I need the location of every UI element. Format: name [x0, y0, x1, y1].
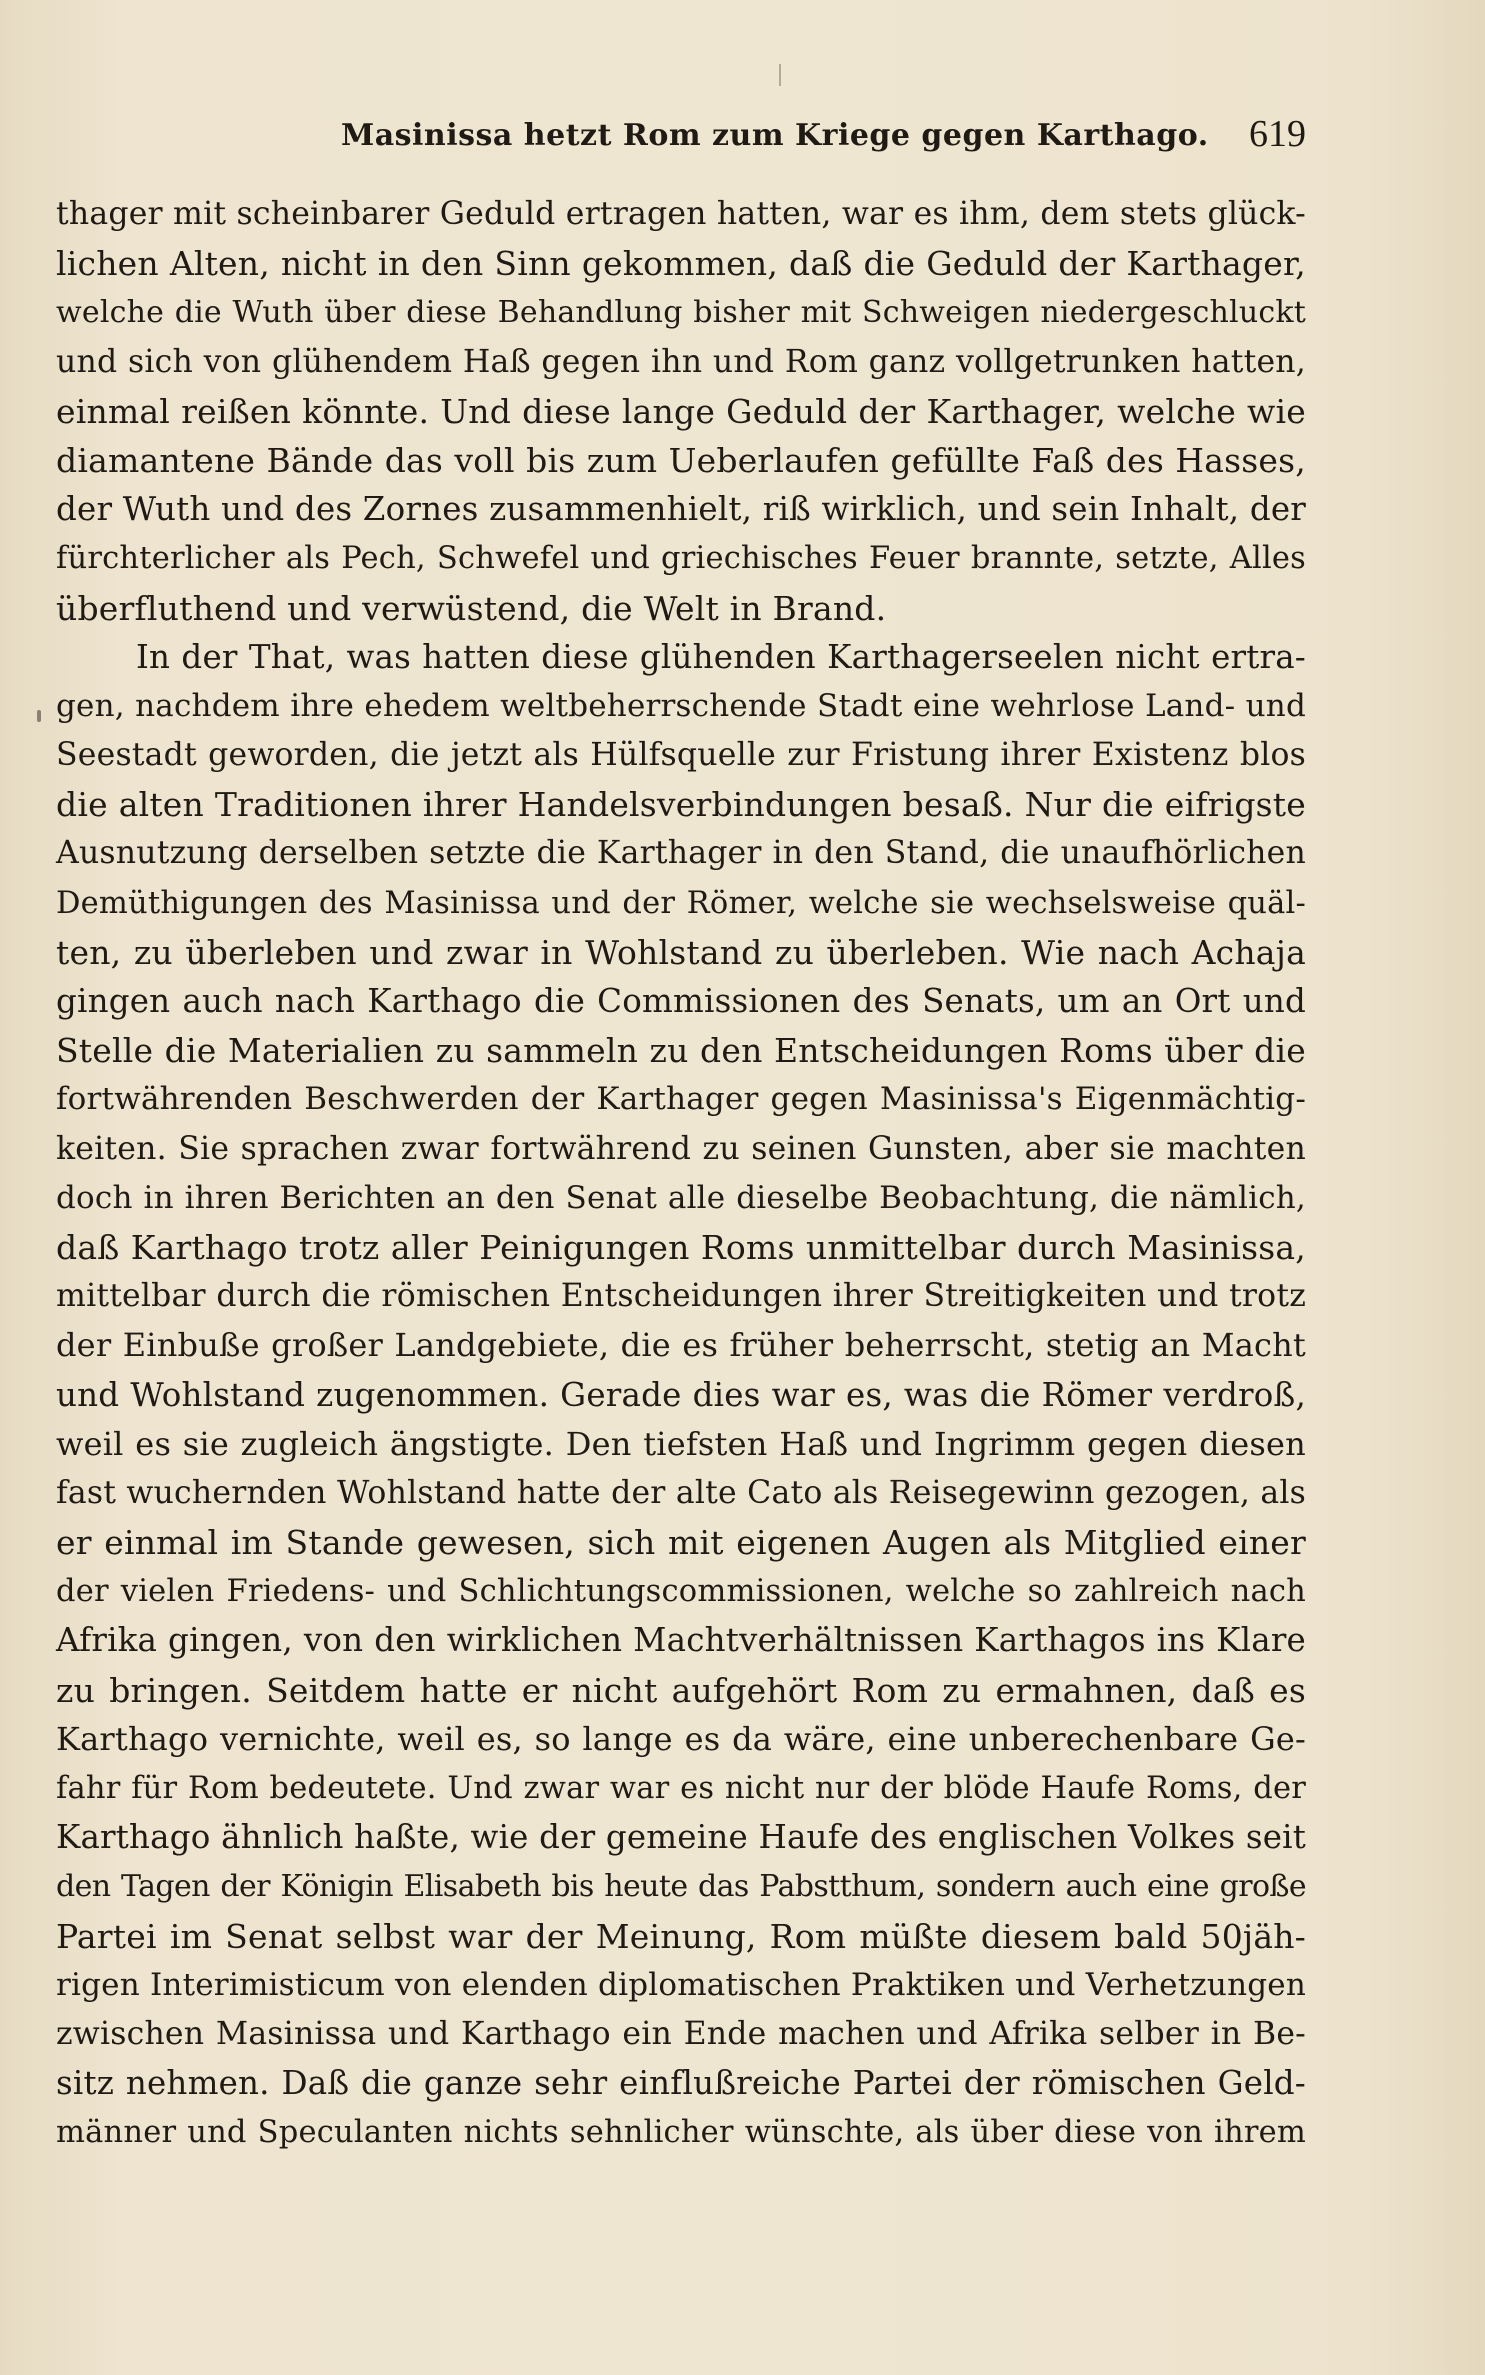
text-line: fast wuchernden Wohlstand hatte der alte Cato als Reisegewinn gezogen, als: [56, 1474, 1306, 1511]
text-line: daß Karthago trotz aller Peinigungen Roms unmittelbar durch Masinissa,: [56, 1227, 1306, 1267]
text-line: weil es sie zugleich ängstigte. Den tiefsten Haß und Ingrimm gegen diesen: [56, 1424, 1306, 1463]
text-line: rigen Interimisticum von elenden diplomatischen Praktiken und Verhetzungen: [56, 1966, 1306, 2003]
text-line: Karthago ähnlich haßte, wie der gemeine Haufe des englischen Volkes seit: [56, 1818, 1306, 1857]
page-header: [56, 112, 1306, 162]
text-line: der Einbuße großer Landgebiete, die es früher beherrscht, stetig an Macht: [56, 1326, 1306, 1365]
text-line: gingen auch nach Karthago die Commissionen des Senats, um an Ort und: [56, 982, 1306, 1020]
text-line: den Tagen der Königin Elisabeth bis heute das Pabstthum, sondern auch eine große: [56, 1869, 1306, 1905]
text-line: zu bringen. Seitdem hatte er nicht aufgehört Rom zu ermahnen, daß es: [56, 1670, 1306, 1710]
text-line: lichen Alten, nicht in den Sinn gekommen, daß die Geduld der Karthager,: [56, 244, 1306, 284]
text-line: Karthago vernichte, weil es, so lange es da wäre, eine unberechenbare Ge-: [56, 1719, 1306, 1758]
gutter-mark: [779, 64, 781, 86]
body-text: [56, 190, 1306, 2158]
text-line: Ausnutzung derselben setzte die Karthager in den Stand, die unaufhörlichen: [56, 835, 1306, 872]
running-title: Masinissa hetzt Rom zum Kriege gegen Karthago.: [341, 118, 1209, 153]
text-line: fürchterlicher als Pech, Schwefel und griechisches Feuer brannte, setzte, Alles: [56, 541, 1306, 577]
text-line: und sich von glühendem Haß gegen ihn und Rom ganz vollgetrunken hatten,: [56, 343, 1306, 380]
text-line: der vielen Friedens- und Schlichtungscommissionen, welche so zahlreich nach: [56, 1574, 1306, 1610]
text-line: überfluthend und verwüstend, die Welt in Brand.: [56, 588, 887, 628]
text-line: fahr für Rom bedeutete. Und zwar war es nicht nur der blöde Haufe Roms, der: [56, 1771, 1306, 1806]
text-line: die alten Traditionen ihrer Handelsverbindungen besaß. Nur die eifrigste: [56, 785, 1306, 825]
text-line: Seestadt geworden, die jetzt als Hülfsquelle zur Fristung ihrer Existenz blos: [56, 737, 1306, 774]
text-line: er einmal im Stande gewesen, sich mit eigenen Augen als Mitglied einer: [56, 1523, 1306, 1563]
text-line: Demüthigungen des Masinissa und der Römer, welche sie wechselsweise quäl-: [56, 885, 1306, 921]
text-line: männer und Speculanten nichts sehnlicher wünschte, als über diese von ihrem: [56, 2115, 1306, 2151]
text-line: welche die Wuth über diese Behandlung bisher mit Schweigen niedergeschluckt: [56, 295, 1306, 331]
text-line: der Wuth und des Zornes zusammenhielt, riß wirklich, und sein Inhalt, der: [56, 490, 1306, 529]
text-line: In der That, was hatten diese glühenden Karthagerseelen nicht ertra-: [136, 637, 1306, 676]
margin-mark: [37, 710, 41, 722]
text-line: doch in ihren Berichten an den Senat alle dieselbe Beobachtung, die nämlich,: [56, 1179, 1306, 1216]
text-line: Stelle die Materialien zu sammeln zu den Entscheidungen Roms über die: [56, 1031, 1306, 1071]
text-line: diamantene Bände das voll bis zum Ueberlaufen gefüllte Faß des Hasses,: [56, 440, 1306, 480]
text-line: keiten. Sie sprachen zwar fortwährend zu seinen Gunsten, aber sie machten: [56, 1130, 1306, 1167]
text-line: einmal reißen könnte. Und diese lange Geduld der Karthager, welche wie: [56, 391, 1306, 431]
text-line: sitz nehmen. Daß die ganze sehr einflußreiche Partei der römischen Geld-: [56, 2064, 1306, 2103]
text-line: gen, nachdem ihre ehedem weltbeherrschende Stadt eine wehrlose Land- und: [56, 687, 1306, 724]
text-line: thager mit scheinbarer Geduld ertragen hatten, war es ihm, dem stets glück-: [56, 196, 1306, 232]
text-line: fortwährenden Beschwerden der Karthager gegen Masinissa's Eigenmächtig-: [56, 1081, 1306, 1118]
text-line: Partei im Senat selbst war der Meinung, Rom müßte diesem bald 50jäh-: [56, 1916, 1306, 1956]
text-line: mittelbar durch die römischen Entscheidungen ihrer Streitigkeiten und trotz: [56, 1278, 1306, 1315]
text-line: und Wohlstand zugenommen. Gerade dies war es, was die Römer verdroß,: [56, 1375, 1306, 1414]
text-line: zwischen Masinissa und Karthago ein Ende machen und Afrika selber in Be-: [56, 2015, 1306, 2052]
text-line: Afrika gingen, von den wirklichen Machtverhältnissen Karthagos ins Klare: [56, 1621, 1306, 1660]
page-number: 619: [1249, 113, 1306, 155]
text-line: ten, zu überleben und zwar in Wohlstand zu überleben. Wie nach Achaja: [56, 932, 1306, 972]
